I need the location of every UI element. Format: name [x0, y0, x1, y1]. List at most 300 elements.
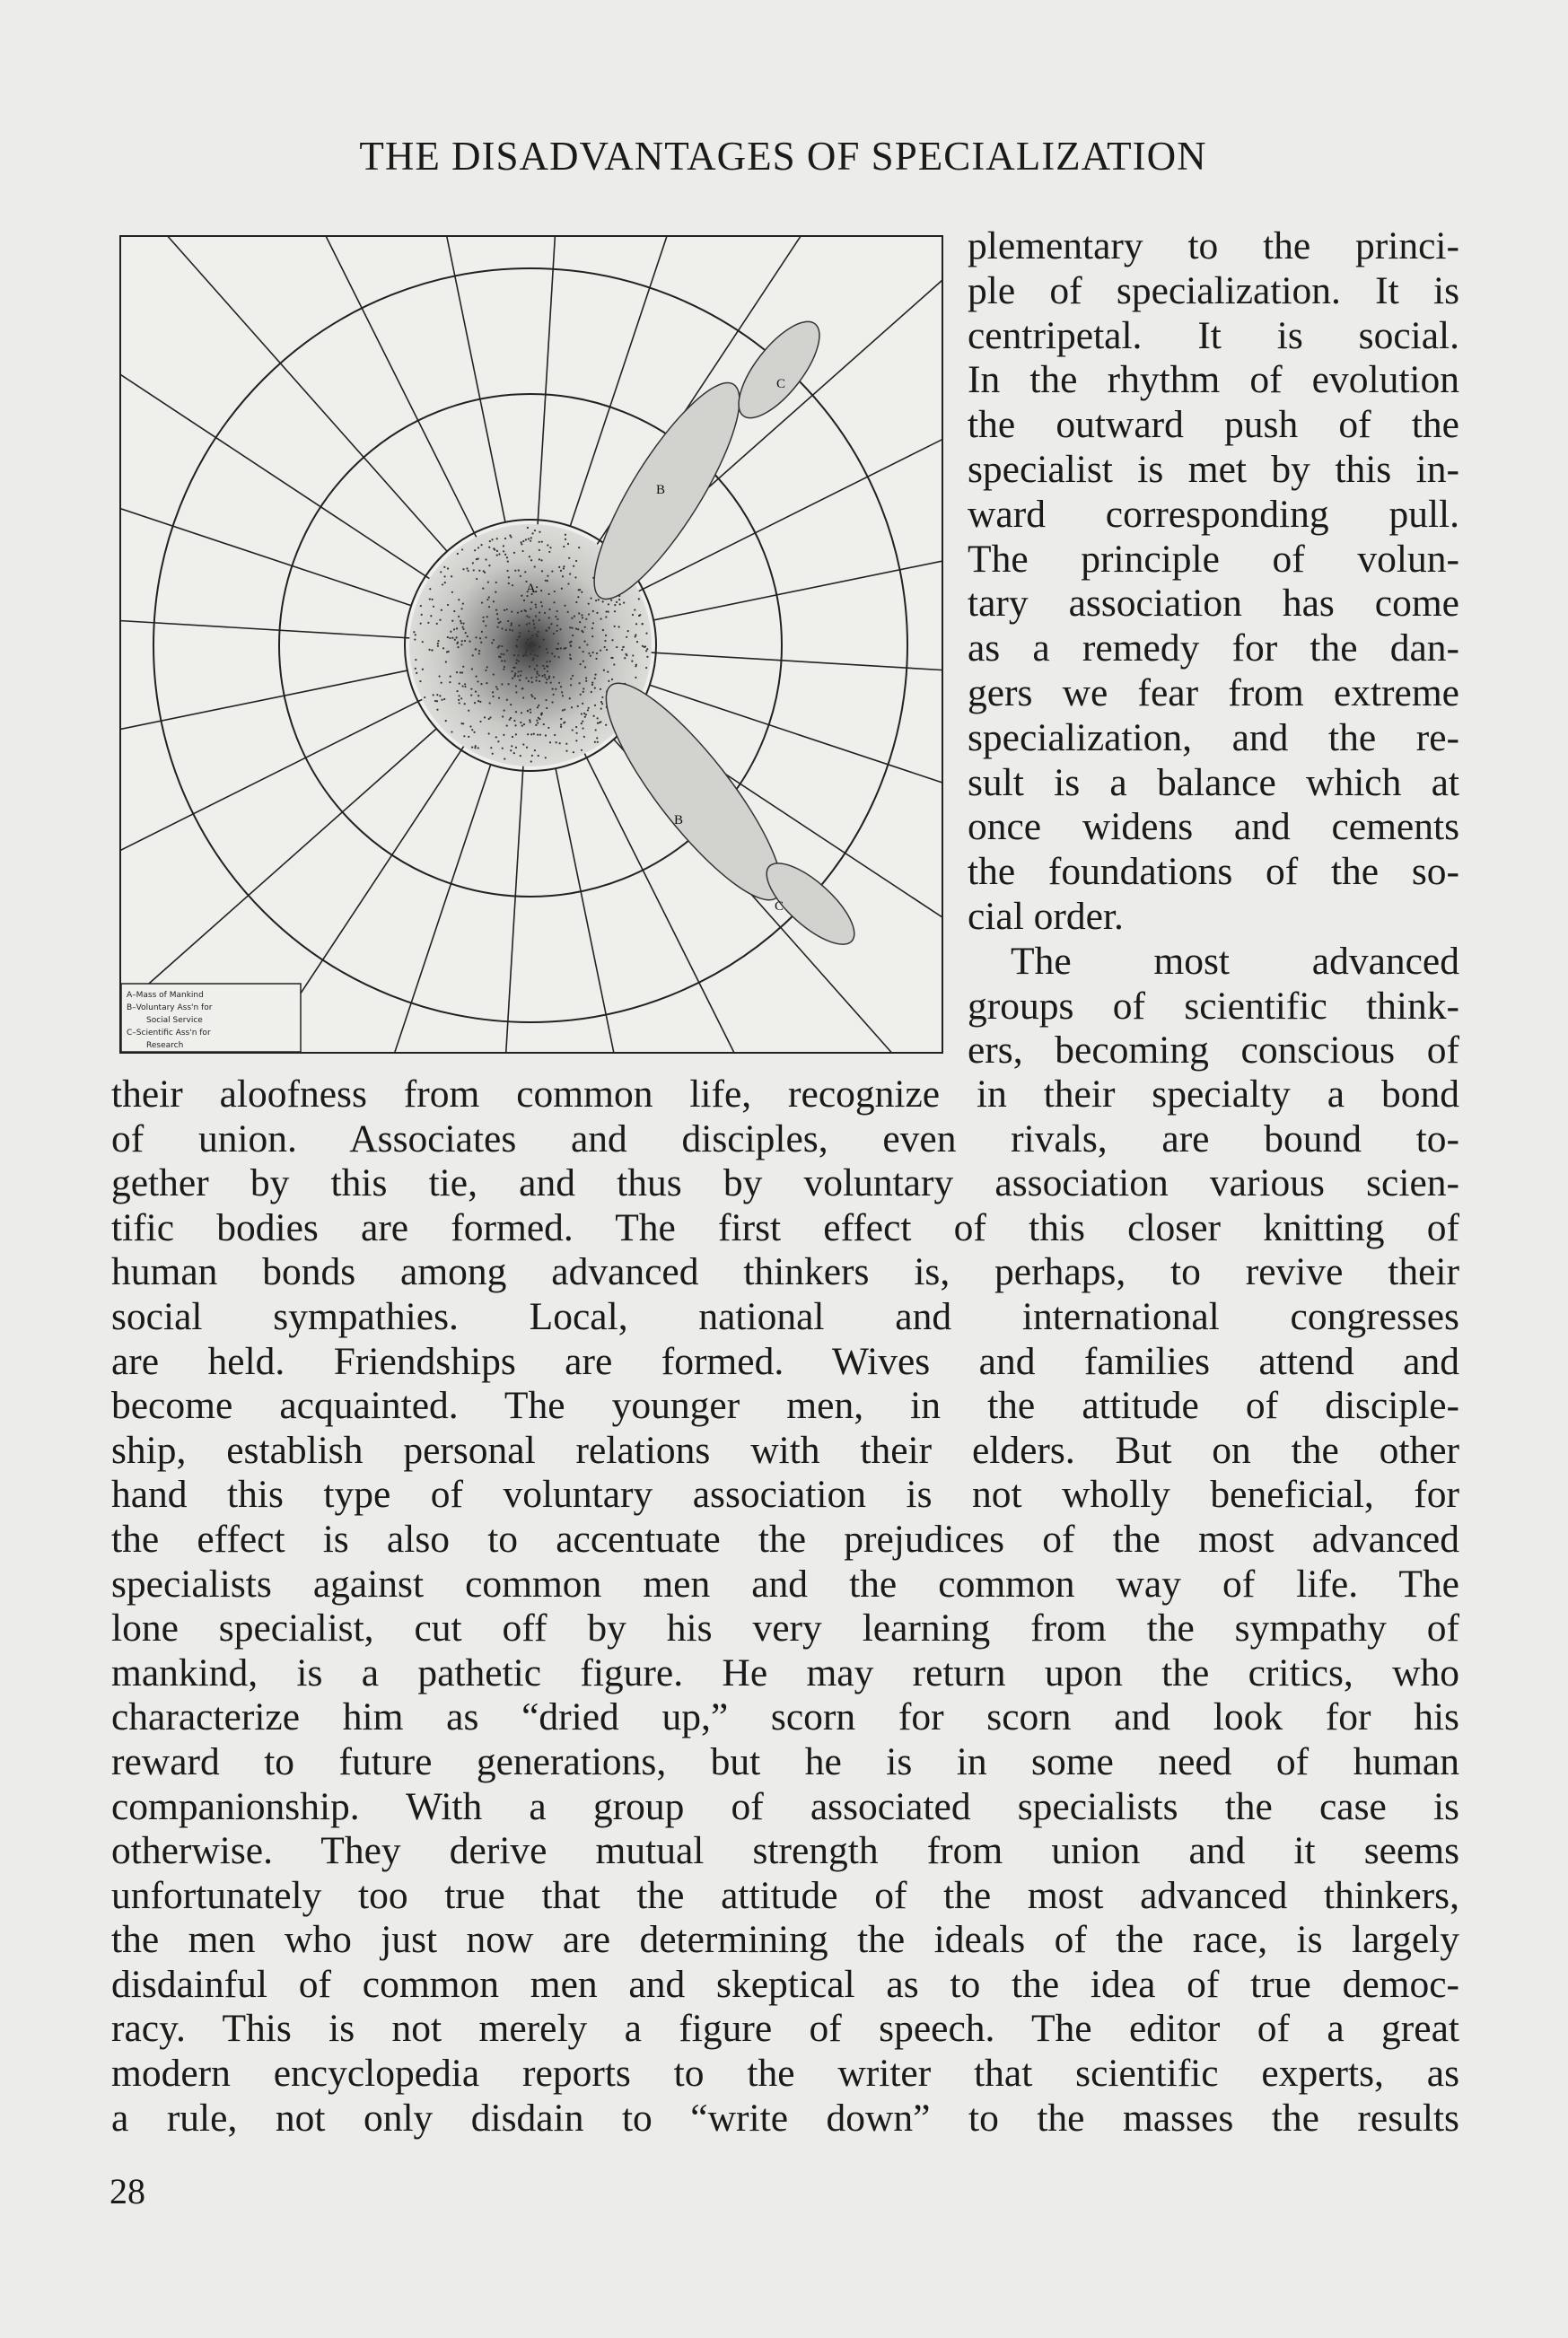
stipple-dot	[479, 721, 481, 722]
stipple-dot	[465, 632, 467, 634]
stipple-dot	[604, 640, 606, 642]
stipple-dot	[581, 591, 583, 593]
stipple-dot	[445, 661, 447, 662]
stipple-dot	[431, 599, 433, 600]
stipple-dot	[597, 741, 599, 743]
stipple-dot	[456, 627, 458, 629]
stipple-dot	[525, 652, 527, 653]
stipple-dot	[514, 570, 516, 572]
stipple-dot	[460, 620, 461, 622]
body-line: companionship. With a group of associated specialists the case is	[111, 1784, 1459, 1828]
stipple-dot	[585, 680, 587, 682]
stipple-dot	[472, 562, 474, 564]
stipple-dot	[579, 682, 581, 684]
stipple-dot	[518, 625, 520, 626]
stipple-dot	[462, 568, 464, 570]
stipple-dot	[560, 718, 562, 720]
stipple-dot	[529, 665, 530, 667]
stipple-dot	[567, 611, 569, 613]
stipple-dot	[530, 708, 531, 710]
stipple-dot	[600, 721, 601, 722]
stipple-dot	[493, 673, 495, 675]
stipple-dot	[491, 539, 493, 540]
stipple-dot	[415, 668, 416, 670]
stipple-dot	[461, 548, 463, 550]
side-line: gers we fear from extreme	[968, 670, 1459, 714]
stipple-dot	[439, 619, 441, 621]
side-line: the foundations of the so-	[968, 850, 1459, 894]
stipple-dot	[544, 676, 546, 678]
stipple-dot	[528, 680, 530, 682]
body-line: social sympathies. Local, national and international congresses	[111, 1294, 1459, 1338]
stipple-dot	[572, 635, 574, 636]
stipple-dot	[584, 626, 586, 628]
stipple-dot	[502, 748, 504, 749]
stipple-dot	[444, 582, 446, 583]
stipple-dot	[544, 674, 546, 676]
stipple-dot	[636, 641, 638, 643]
body-line: tific bodies are formed. The first effect of this closer knitting of	[111, 1205, 1459, 1249]
stipple-dot	[556, 610, 558, 612]
stipple-dot	[496, 688, 498, 690]
stipple-dot	[456, 636, 458, 638]
stipple-dot	[510, 749, 512, 751]
stipple-dot	[521, 610, 522, 612]
stipple-dot	[569, 642, 571, 644]
stipple-dot	[548, 677, 550, 679]
stipple-dot	[512, 678, 513, 679]
stipple-dot	[605, 724, 607, 726]
stipple-dot	[441, 699, 442, 701]
stipple-dot	[470, 688, 472, 690]
stipple-dot	[493, 547, 495, 549]
stipple-dot	[477, 700, 479, 702]
stipple-dot	[495, 582, 497, 583]
side-line: ers, becoming conscious of	[968, 1029, 1459, 1073]
stipple-dot	[429, 598, 431, 600]
stipple-dot	[461, 640, 463, 642]
stipple-dot	[478, 652, 480, 654]
stipple-dot	[441, 682, 442, 684]
stipple-dot	[532, 659, 534, 661]
stipple-dot	[530, 559, 532, 561]
stipple-dot	[501, 660, 503, 661]
stipple-dot	[634, 609, 635, 610]
page-number: 28	[109, 2171, 145, 2211]
stipple-dot	[525, 677, 527, 679]
body-line: their aloofness from common life, recognize in their specialty a bond	[111, 1073, 1459, 1116]
stipple-dot	[520, 755, 521, 757]
stipple-dot	[530, 712, 531, 714]
stipple-dot	[436, 694, 438, 696]
stipple-dot	[415, 634, 416, 635]
stipple-dot	[546, 661, 547, 662]
stipple-dot	[534, 565, 536, 567]
stipple-dot	[497, 740, 499, 742]
stipple-dot	[468, 570, 469, 572]
stipple-dot	[561, 588, 563, 590]
stipple-dot	[462, 722, 464, 724]
stipple-dot	[597, 722, 599, 724]
stipple-dot	[525, 654, 527, 656]
stipple-dot	[606, 649, 608, 651]
stipple-dot	[504, 538, 506, 539]
stipple-dot	[529, 556, 530, 557]
stipple-dot	[496, 554, 498, 556]
stipple-dot	[550, 682, 552, 684]
stipple-dot	[451, 591, 453, 593]
stipple-dot	[626, 636, 627, 638]
stipple-dot	[471, 729, 473, 731]
stipple-dot	[534, 530, 536, 531]
stipple-dot	[469, 641, 470, 643]
stipple-dot	[565, 539, 566, 540]
stipple-dot	[549, 661, 551, 662]
stipple-dot	[537, 722, 539, 723]
stipple-dot	[519, 679, 521, 681]
stipple-dot	[509, 629, 511, 631]
stipple-dot	[544, 612, 546, 614]
stipple-dot	[613, 663, 615, 665]
body-line: reward to future generations, but he is in some need of human	[111, 1739, 1459, 1783]
stipple-dot	[583, 691, 584, 693]
stipple-dot	[623, 601, 625, 603]
body-text	[111, 1073, 1459, 2141]
stipple-dot	[560, 726, 562, 728]
body-line: of union. Associates and disciples, even rivals, are bound to-	[111, 1116, 1459, 1160]
stipple-dot	[475, 690, 477, 692]
stipple-dot	[585, 714, 587, 715]
stipple-dot	[451, 731, 452, 732]
stipple-dot	[546, 682, 547, 684]
stipple-dot	[493, 600, 495, 602]
stipple-dot	[531, 755, 533, 757]
body-line: a rule, not only disdain to “write down” to the masses the results	[111, 2096, 1459, 2140]
stipple-dot	[588, 652, 590, 654]
stipple-dot	[488, 565, 490, 566]
stipple-dot	[530, 721, 531, 722]
body-line: unfortunately too true that the attitude of the most advanced thinkers,	[111, 1873, 1459, 1917]
stipple-dot	[591, 627, 593, 629]
stipple-dot	[515, 685, 517, 687]
stipple-dot	[570, 658, 572, 660]
stipple-dot	[632, 654, 634, 656]
stipple-dot	[635, 677, 636, 679]
stipple-dot	[530, 642, 532, 644]
stipple-dot	[434, 700, 436, 702]
stipple-dot	[447, 636, 449, 638]
stipple-dot	[474, 549, 476, 551]
stipple-dot	[562, 575, 564, 577]
stipple-dot	[458, 599, 460, 600]
stipple-dot	[596, 652, 598, 654]
stipple-dot	[503, 734, 504, 736]
stipple-dot	[563, 546, 565, 547]
stipple-dot	[601, 703, 603, 705]
stipple-dot	[554, 591, 556, 592]
stipple-dot	[502, 715, 504, 717]
stipple-dot	[545, 580, 547, 582]
stipple-dot	[475, 636, 477, 638]
stipple-dot	[548, 609, 550, 610]
stipple-dot	[484, 716, 486, 718]
stipple-dot	[580, 694, 582, 696]
stipple-dot	[430, 615, 432, 617]
stipple-dot	[530, 760, 532, 762]
stipple-dot	[458, 699, 460, 701]
stipple-dot	[622, 646, 624, 648]
stipple-dot	[572, 675, 574, 677]
stipple-dot	[514, 672, 516, 674]
stipple-dot	[539, 734, 541, 736]
stipple-dot	[488, 732, 490, 734]
stipple-dot	[579, 621, 581, 623]
stipple-dot	[451, 620, 453, 622]
stipple-dot	[522, 743, 524, 745]
stipple-dot	[495, 686, 497, 687]
stipple-dot	[488, 547, 490, 548]
stipple-dot	[635, 665, 636, 667]
stipple-dot	[561, 691, 563, 693]
stipple-dot	[614, 604, 616, 606]
stipple-dot	[525, 539, 527, 540]
stipple-dot	[576, 732, 578, 734]
stipple-dot	[440, 571, 442, 573]
stipple-dot	[559, 628, 561, 630]
legend-line-4: C–Scientific Ass'n for	[127, 1029, 211, 1038]
stipple-dot	[614, 610, 616, 612]
stipple-dot	[588, 603, 590, 605]
stipple-dot	[481, 601, 483, 603]
stipple-dot	[560, 647, 562, 649]
stipple-dot	[563, 567, 565, 569]
stipple-dot	[522, 696, 524, 698]
stipple-dot	[504, 757, 505, 759]
stipple-dot	[604, 646, 606, 648]
stipple-dot	[600, 650, 601, 652]
stipple-dot	[558, 566, 560, 568]
stipple-dot	[565, 750, 567, 752]
stipple-dot	[480, 544, 482, 546]
stipple-dot	[644, 646, 645, 648]
stipple-dot	[564, 605, 565, 607]
stipple-dot	[509, 535, 511, 537]
stipple-dot	[496, 626, 498, 628]
stipple-dot	[534, 749, 536, 751]
stipple-dot	[527, 710, 529, 712]
stipple-dot	[487, 582, 489, 583]
stipple-dot	[520, 670, 521, 672]
stipple-dot	[528, 538, 530, 539]
stipple-dot	[595, 658, 597, 660]
stipple-dot	[547, 580, 548, 582]
stipple-dot	[582, 727, 583, 729]
stipple-dot	[608, 610, 609, 612]
stipple-dot	[590, 598, 591, 600]
stipple-dot	[541, 675, 543, 677]
stipple-dot	[516, 659, 518, 661]
stipple-dot	[530, 694, 532, 696]
stipple-dot	[621, 649, 623, 651]
stipple-dot	[518, 661, 520, 662]
stipple-dot	[486, 666, 488, 668]
stipple-dot	[594, 741, 596, 743]
stipple-dot	[585, 677, 587, 679]
stipple-dot	[601, 696, 603, 698]
stipple-dot	[553, 694, 555, 696]
body-line: disdainful of common men and skeptical as to the idea of true democ-	[111, 1962, 1459, 2006]
stipple-dot	[464, 686, 466, 687]
stipple-dot	[504, 666, 505, 668]
stipple-dot	[486, 616, 488, 617]
stipple-dot	[525, 642, 527, 644]
stipple-dot	[539, 558, 540, 560]
stipple-dot	[569, 573, 571, 574]
stipple-dot	[573, 565, 574, 567]
stipple-dot	[521, 550, 523, 552]
stipple-dot	[581, 614, 583, 616]
stipple-dot	[645, 667, 647, 669]
stipple-dot	[482, 617, 484, 618]
body-line: modern encyclopedia reports to the writer that scientific experts, as	[111, 2052, 1459, 2096]
stipple-dot	[507, 570, 509, 572]
stipple-dot	[591, 691, 592, 693]
stipple-dot	[563, 565, 565, 567]
stipple-dot	[444, 575, 446, 577]
stipple-dot	[443, 698, 445, 700]
stipple-dot	[511, 610, 512, 612]
stipple-dot	[575, 726, 577, 728]
stipple-dot	[547, 544, 548, 546]
stipple-dot	[486, 599, 488, 600]
label-a: A	[526, 582, 536, 596]
body-line: ship, establish personal relations with their elders. But on the other	[111, 1428, 1459, 1472]
stipple-dot	[442, 647, 444, 649]
stipple-dot	[521, 687, 523, 689]
stipple-dot	[565, 743, 567, 745]
stipple-dot	[520, 722, 521, 723]
stipple-dot	[527, 527, 529, 529]
stipple-dot	[530, 733, 532, 735]
stipple-dot	[514, 667, 516, 669]
stipple-dot	[488, 718, 490, 720]
body-line: the men who just now are determining the ideals of the race, is largely	[111, 1918, 1459, 1962]
stipple-dot	[422, 641, 424, 643]
stipple-dot	[556, 741, 557, 743]
stipple-dot	[616, 646, 618, 648]
stipple-dot	[646, 648, 648, 650]
stipple-dot	[437, 645, 439, 647]
stipple-dot	[467, 635, 469, 637]
stipple-dot	[526, 747, 528, 749]
stipple-dot	[514, 724, 516, 726]
stipple-dot	[506, 556, 508, 558]
stipple-dot	[450, 676, 451, 678]
stipple-dot	[459, 702, 460, 704]
side-line: The most advanced	[1011, 939, 1459, 983]
stipple-dot	[556, 630, 557, 632]
stipple-dot	[597, 717, 599, 719]
stipple-dot	[534, 654, 536, 656]
stipple-dot	[507, 561, 509, 563]
stipple-dot	[472, 654, 474, 656]
stipple-dot	[473, 569, 475, 571]
stipple-dot	[535, 724, 537, 726]
stipple-dot	[533, 644, 535, 645]
stipple-dot	[583, 713, 585, 714]
stipple-dot	[638, 598, 640, 600]
stipple-dot	[584, 716, 586, 718]
stipple-dot	[438, 675, 440, 677]
stipple-dot	[504, 554, 506, 556]
side-line: specialization, and the re-	[968, 715, 1459, 759]
stipple-dot	[477, 547, 479, 548]
stipple-dot	[454, 639, 456, 641]
stipple-dot	[462, 666, 464, 668]
stipple-dot	[574, 576, 576, 578]
stipple-dot	[581, 713, 583, 714]
stipple-dot	[608, 603, 609, 605]
stipple-dot	[591, 684, 593, 686]
stipple-dot	[414, 638, 416, 640]
stipple-dot	[552, 688, 554, 690]
stipple-dot	[503, 550, 504, 552]
stipple-dot	[591, 682, 593, 684]
stipple-dot	[600, 617, 601, 619]
stipple-dot	[535, 606, 537, 608]
stipple-dot	[569, 653, 571, 655]
stipple-dot	[511, 670, 512, 672]
stipple-dot	[553, 633, 555, 635]
stipple-dot	[488, 596, 490, 598]
stipple-dot	[474, 702, 476, 704]
stipple-dot	[458, 695, 460, 696]
stipple-dot	[503, 669, 504, 670]
stipple-dot	[563, 722, 565, 723]
stipple-dot	[595, 600, 597, 601]
stipple-dot	[602, 629, 604, 631]
stipple-dot	[523, 609, 525, 611]
stipple-dot	[437, 643, 439, 644]
stipple-dot	[468, 710, 469, 712]
stipple-dot	[499, 656, 501, 658]
stipple-dot	[560, 723, 562, 725]
stipple-dot	[546, 648, 547, 650]
stipple-dot	[503, 653, 504, 655]
stipple-dot	[436, 623, 438, 625]
stipple-dot	[460, 697, 462, 699]
stipple-dot	[539, 718, 540, 720]
stipple-dot	[520, 674, 521, 676]
stipple-dot	[536, 665, 538, 667]
stipple-dot	[519, 635, 521, 637]
stipple-dot	[564, 709, 565, 711]
stipple-dot	[554, 734, 556, 736]
stipple-dot	[457, 553, 459, 555]
stipple-dot	[501, 627, 503, 629]
stipple-dot	[582, 631, 583, 633]
stipple-dot	[547, 670, 548, 672]
body-line: mankind, is a pathetic figure. He may return upon the critics, who	[111, 1651, 1459, 1694]
stipple-dot	[456, 671, 458, 673]
stipple-dot	[540, 713, 542, 714]
body-line: are held. Friendships are formed. Wives and families attend and	[111, 1339, 1459, 1383]
stipple-dot	[546, 665, 547, 667]
stipple-dot	[536, 586, 538, 588]
stipple-dot	[479, 637, 481, 639]
stipple-dot	[427, 622, 429, 624]
stipple-dot	[512, 629, 513, 631]
